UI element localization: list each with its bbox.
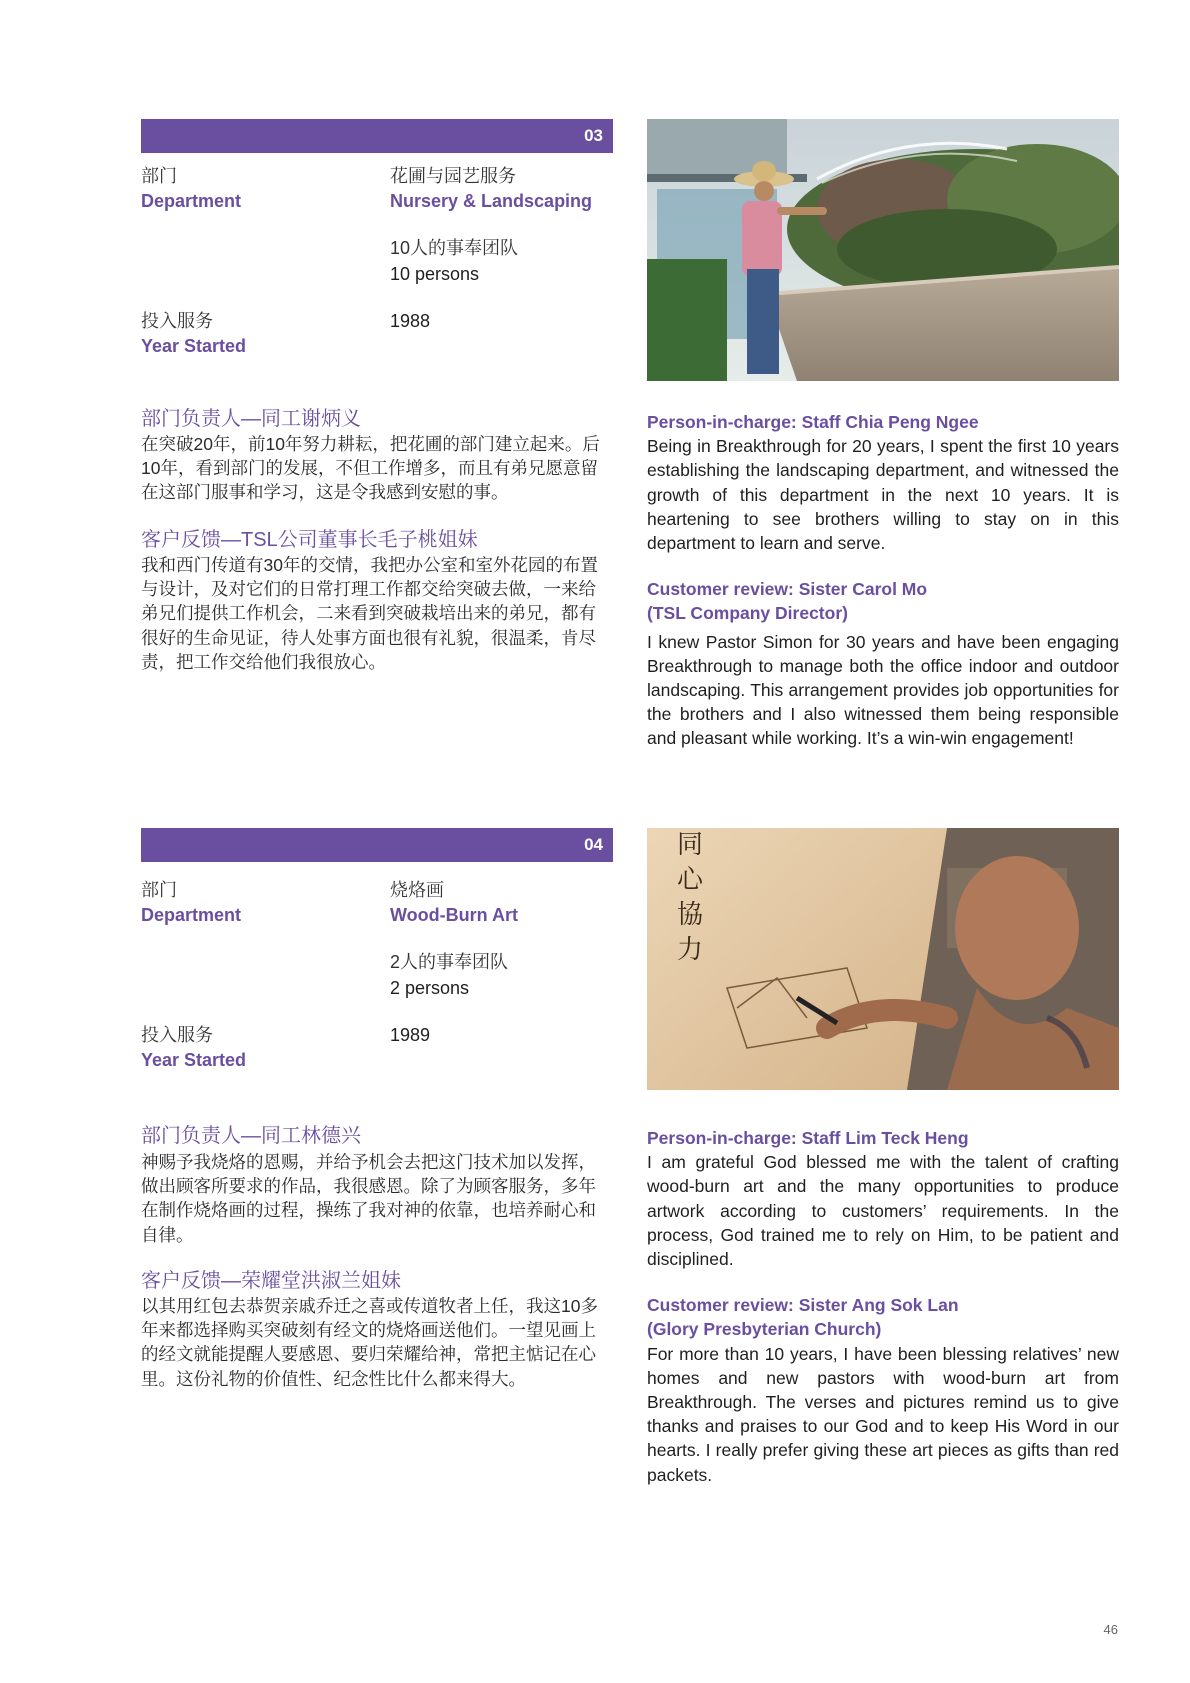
english-column <box>647 410 1119 751</box>
pic-heading-cn: 部门负责人—同工谢炳义 <box>141 408 361 430</box>
review-heading-cn: 客户反馈—TSL公司董事长毛子桃姐妹 <box>141 529 478 551</box>
pic-heading-en: Person-in-charge: Staff Chia Peng Ngee <box>647 412 979 432</box>
section-number: 03 <box>584 126 603 145</box>
photo-woodburn-artist <box>647 828 1119 1090</box>
review-body-en: For more than 10 years, I have been blessing relatives’ new homes and new pastors with wood-burn art from Breakthrough. The verses and pictures remind us to give thanks and praises to our God and to keep His Word in our hearts. I really prefer giving these art pieces as gifts than red packets. <box>647 1343 1119 1485</box>
year-label-cn: 投入服务 <box>141 1025 213 1045</box>
team-size-cn: 10人的事奉团队 <box>390 238 519 258</box>
pic-body-cn: 在突破20年，前10年努力耕耘，把花圃的部门建立起来。后10年，看到部门的发展，不但工作增多，而且有弟兄愿意留在这部门服事和学习，这是令我感到安慰的事。 <box>141 434 600 503</box>
dept-value-cn: 烧烙画 <box>390 880 444 900</box>
dept-label-cn: 部门 <box>141 166 177 186</box>
section-number-bar <box>141 119 613 153</box>
board-text-3: 協 <box>677 900 704 930</box>
review-heading-en-line2: (Glory Presbyterian Church) <box>647 1319 882 1340</box>
woodburn-illustration <box>647 828 1119 1090</box>
english-column <box>647 1126 1119 1487</box>
gardener-illustration <box>647 119 1119 381</box>
dept-label-en: Department <box>141 905 242 925</box>
review-body-cn: 我和西门传道有30年的交情，我把办公室和室外花园的布置与设计，及对它们的日常打理工作都交给突破去做，一来给弟兄们提供工作机会，二来看到突破栽培出来的弟兄，都有很好的生命见证，待人处事方面也很有礼貌，很温柔，肯尽责，把工作交给他们我很放心。 <box>141 555 598 672</box>
photo-gardener <box>647 119 1119 381</box>
board-text-4: 力 <box>677 935 704 965</box>
page-number: 46 <box>1103 1622 1118 1637</box>
team-size-en: 10 persons <box>390 264 480 284</box>
pic-heading-en: Person-in-charge: Staff Lim Teck Heng <box>647 1128 969 1148</box>
year-label-en: Year Started <box>141 1050 247 1070</box>
team-size-en: 2 persons <box>390 978 470 998</box>
section-number-bar <box>141 828 613 862</box>
review-body-en: I knew Pastor Simon for 30 years and have been engaging Breakthrough to manage both the office indoor and outdoor landscaping. This arrangement provides job opportunities for the brothers and I also witnessed them being responsible and pleasant while working. It’s a win-win engagement! <box>647 631 1119 749</box>
year-value: 1989 <box>390 1025 431 1045</box>
review-body-cn: 以其用红包去恭贺亲戚乔迁之喜或传道牧者上任，我这10多年来都选择购买突破刻有经文的烧烙画送他们。一望见画上的经文就能提醒人要感恩、要归荣耀给神，常把主惦记在心里。这份礼物的价值性、纪念性比什么都来得大。 <box>141 1296 598 1389</box>
board-text-1: 同 <box>677 830 704 860</box>
year-label-cn: 投入服务 <box>141 311 213 331</box>
section-number: 04 <box>584 835 603 854</box>
review-heading-en-line2: (TSL Company Director) <box>647 603 848 624</box>
dept-value-en: Wood-Burn Art <box>390 905 518 925</box>
dept-label-cn: 部门 <box>141 880 177 900</box>
dept-value-cn: 花圃与园艺服务 <box>390 166 516 186</box>
dept-value-en: Nursery & Landscaping <box>390 191 593 211</box>
pic-body-en: I am grateful God blessed me with the talent of crafting wood-burn art and the many opportunities to produce artwork according to customers’ requirements. In the process, God trained me to rely on Him, to be patient and disciplined. <box>647 1152 1119 1270</box>
pic-heading-cn: 部门负责人—同工林德兴 <box>141 1125 361 1147</box>
pic-body-en: Being in Breakthrough for 20 years, I spent the first 10 years establishing the landscaping department, and witnessed the growth of this department in the next 10 years. It is heartening to see brothers willing to stay on in this department to learn and serve. <box>647 436 1119 554</box>
year-value: 1988 <box>390 311 431 331</box>
review-heading-en-line1: Customer review: Sister Carol Mo <box>647 579 928 600</box>
pic-body-cn: 神赐予我烧烙的恩赐，并给予机会去把这门技术加以发挥，做出顾客所要求的作品，我很感恩。除了为顾客服务，多年在制作烧烙画的过程，操练了我对神的依靠，也培养耐心和自律。 <box>141 1152 596 1245</box>
board-text-2: 心 <box>677 865 704 895</box>
year-label-en: Year Started <box>141 336 247 356</box>
review-heading-en-line1: Customer review: Sister Ang Sok Lan <box>647 1295 959 1316</box>
review-heading-cn: 客户反馈—荣耀堂洪淑兰姐妹 <box>141 1270 401 1292</box>
team-size-cn: 2人的事奉团队 <box>390 952 509 972</box>
dept-label-en: Department <box>141 191 242 211</box>
